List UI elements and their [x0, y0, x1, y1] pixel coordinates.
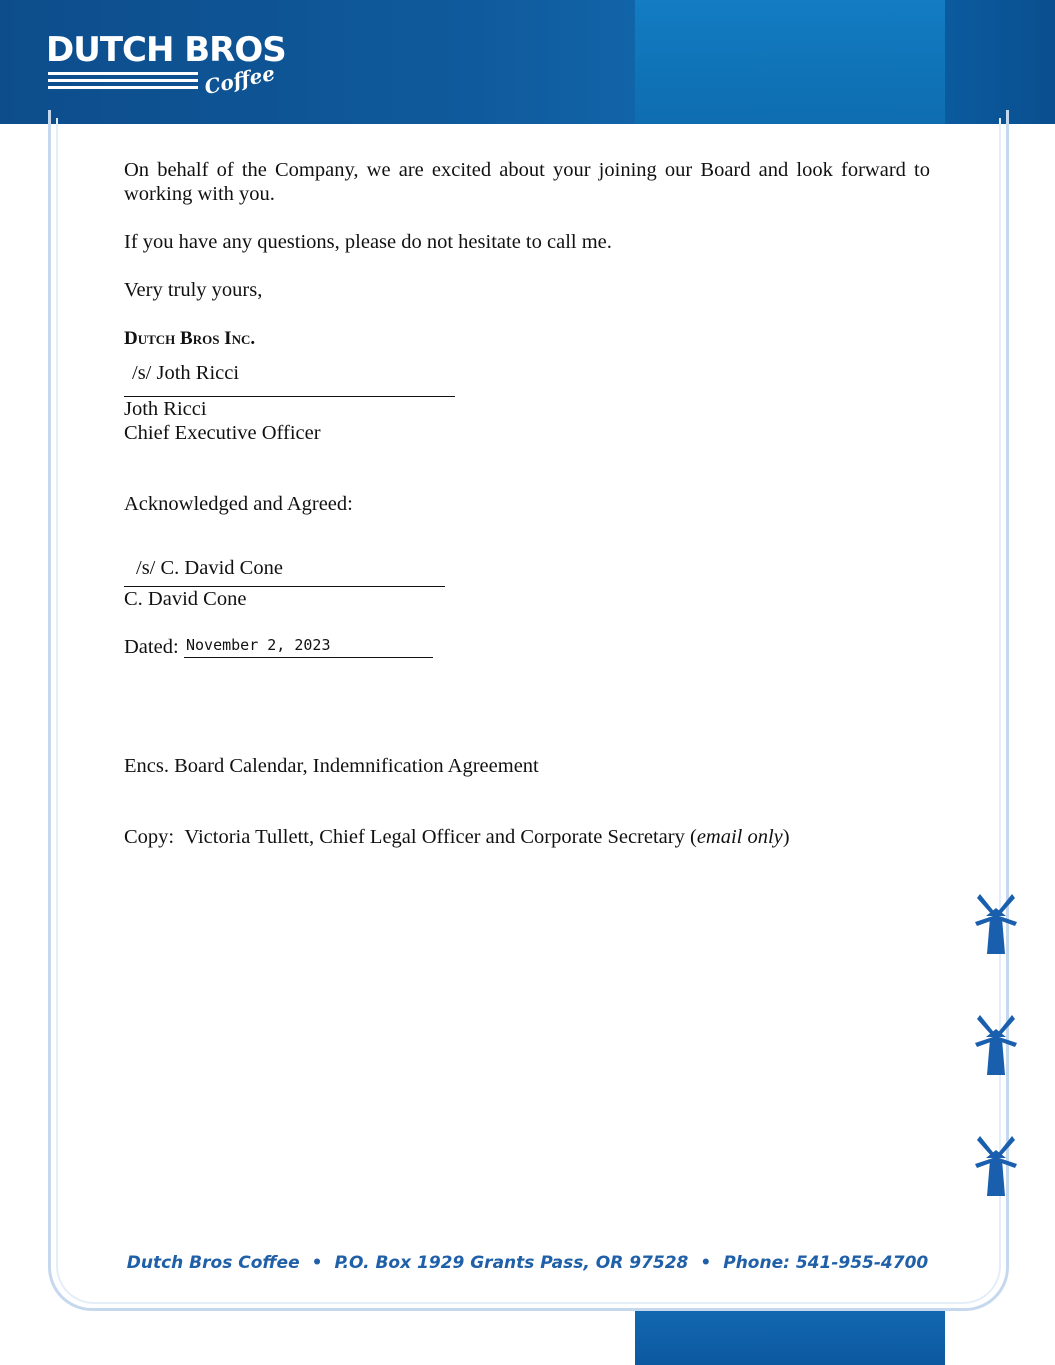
dutch-bros-logo [46, 30, 286, 100]
footer-separator: • [311, 1253, 323, 1273]
letterhead-footer [0, 1253, 1055, 1273]
paragraph-1: On behalf of the Company, we are excited about your joining our Board and look forward to working with you. [124, 159, 930, 205]
signature-line [124, 396, 455, 397]
logo-text: DUTCH BROS [46, 30, 286, 70]
enclosures: Encs. Board Calendar, Indemnification Agreement [124, 755, 539, 777]
windmill-icon [972, 1134, 1020, 1200]
copy-label: Copy: [124, 826, 175, 848]
company-name: Dutch Bros Inc. [124, 328, 256, 349]
letter-body [124, 158, 930, 326]
copy-end: ) [782, 826, 790, 848]
dated-value: November 2, 2023 [186, 636, 331, 654]
copy-line [124, 826, 790, 849]
acknowledger-signature-line [124, 586, 445, 587]
header-band [635, 0, 945, 124]
acknowledger-signature: /s/ C. David Cone [136, 557, 283, 579]
acknowledged-label: Acknowledged and Agreed: [124, 493, 353, 515]
footer-company: Dutch Bros Coffee [126, 1253, 300, 1273]
footer-band [635, 1311, 945, 1365]
signer-name: Joth Ricci [124, 398, 207, 420]
dated-label: Dated: [124, 636, 179, 658]
windmill-icon [972, 1013, 1020, 1079]
acknowledger-name: C. David Cone [124, 588, 247, 610]
copy-recipient: Victoria Tullett, Chief Legal Officer and Corporate Secretary ( [184, 826, 697, 848]
footer-address: P.O. Box 1929 Grants Pass, OR 97528 [334, 1253, 689, 1273]
paragraph-2: If you have any questions, please do not hesitate to call me. [124, 231, 612, 253]
windmill-icon [972, 892, 1020, 958]
signer-signature: /s/ Joth Ricci [132, 362, 240, 384]
copy-email-only: email only [696, 826, 783, 848]
signer-title: Chief Executive Officer [124, 422, 321, 444]
logo-stripes [48, 72, 198, 93]
footer-phone: Phone: 541-955-4700 [723, 1253, 929, 1273]
dated-line [184, 657, 433, 658]
letterhead-header [0, 0, 1055, 124]
logo-script: Coffee [202, 60, 277, 100]
closing: Very truly yours, [124, 279, 263, 301]
footer-separator: • [700, 1253, 712, 1273]
